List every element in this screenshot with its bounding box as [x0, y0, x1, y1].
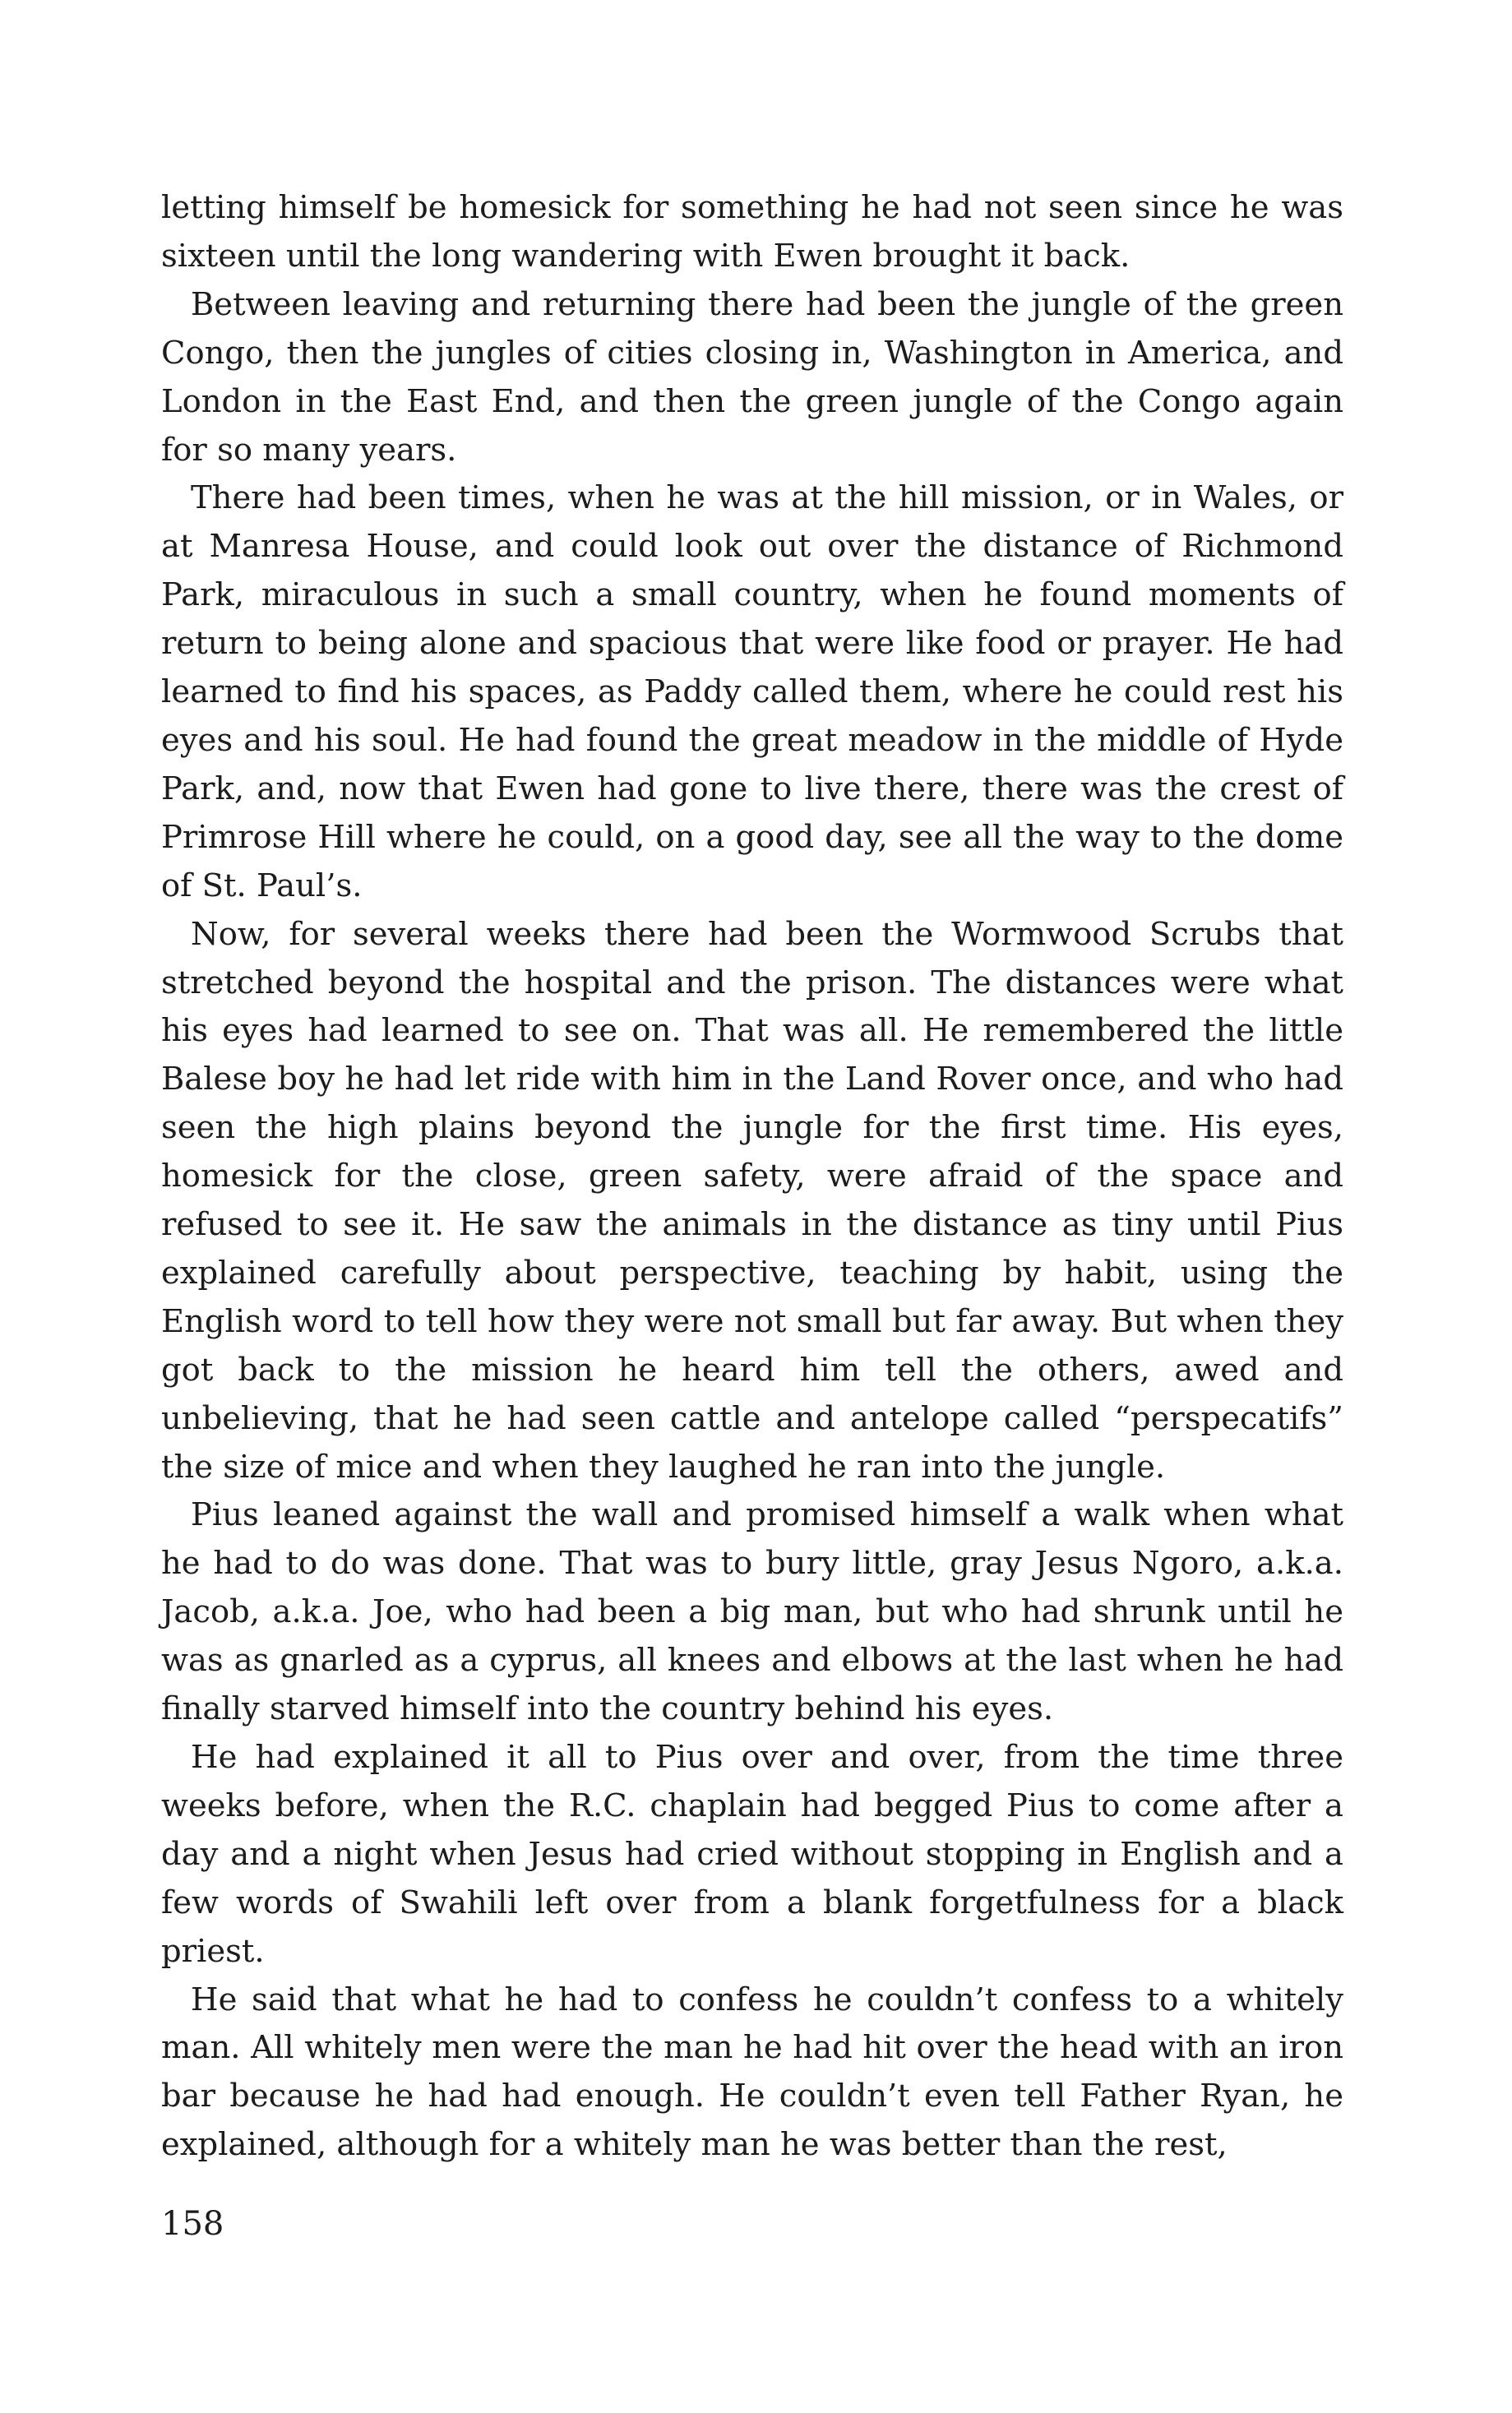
paragraph: He said that what he had to confess he couldn’t confess to a whitely man. All whitely men were the man he had hit over the head with an iron bar because he had had enough. He couldn’t even tell Father Ryan, he explained, although for a whitely man he was better than the rest,	[161, 1981, 1343, 2164]
paragraph: Pius leaned against the wall and promised himself a walk when what he had to do was done. That was to bury little, gray Jesus Ngoro, a.k.a. Jacob, a.k.a. Joe, who had been a big man, but who had shrunk until he was as gnarled as a cyprus, all knees and elbows at the last when he had finally starved himself into the country behind his eyes.	[161, 1496, 1343, 1728]
paragraph: letting himself be homesick for something he had not seen since he was sixteen until the long wandering with Ewen brought it back.	[161, 189, 1343, 275]
paragraph: Now, for several weeks there had been the Wormwood Scrubs that stretched beyond the hospital and the prison. The distances were what his eyes had learned to see on. That was all. He remembered the little Balese boy he had let ride with him in the Land Rover once, and who had seen the high plains beyond the jungle for the first time. His eyes, homesick for the close, green safety, were afraid of the space and refused to see it. He saw the animals in the distance as tiny until Pius explained carefully about perspective, teaching by habit, using the English word to tell how they were not small but far away. But when they got back to the mission he heard him tell the others, awed and unbelieving, that he had seen cattle and antelope called “perspecatifs” the size of mice and when they laughed he ran into the jungle.	[161, 915, 1343, 1486]
paragraph: There had been times, when he was at the hill mission, or in Wales, or at Manresa House, and could look out over the distance of Richmond Park, miraculous in such a small country, when he found moments of return to being alone and spacious that were like food or prayer. He had learned to find his spaces, as Paddy called them, where he could rest his eyes and his soul. He had found the great meadow in the middle of Hyde Park, and, now that Ewen had gone to live there, there was the crest of Primrose Hill where he could, on a good day, see all the way to the dome of St. Paul’s.	[161, 479, 1343, 904]
body-text	[161, 184, 1343, 2170]
paragraph: Between leaving and returning there had been the jungle of the green Congo, then the jungles of cities closing in, Washington in America, and London in the East End, and then the green jungle of the Congo again for so many years.	[161, 285, 1343, 469]
page-number: 158	[161, 2205, 224, 2243]
paragraph: He had explained it all to Pius over and over, from the time three weeks before, when the R.C. chaplain had begged Pius to come after a day and a night when Jesus had cried without stopping in English and a few words of Swahili left over from a blank forgetfulness for a black priest.	[161, 1739, 1343, 1970]
